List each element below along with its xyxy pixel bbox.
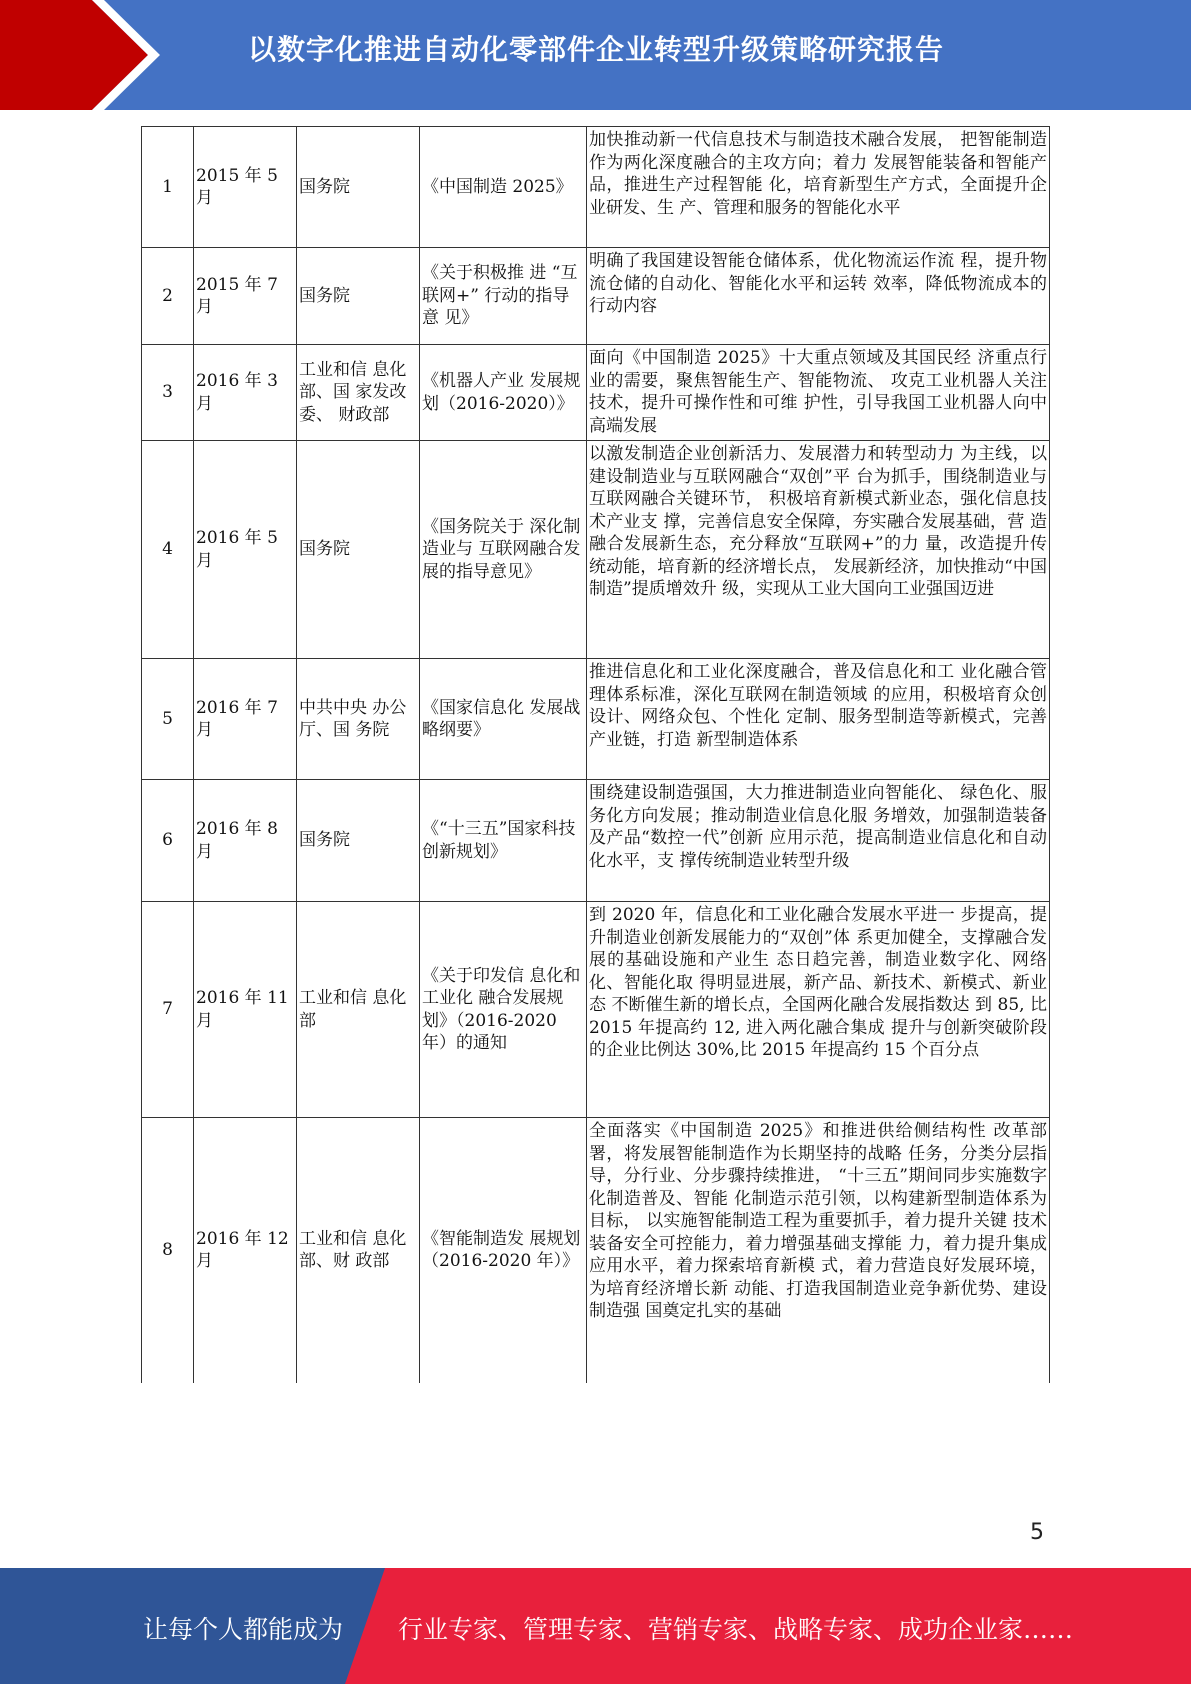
table-row (142, 659, 1050, 780)
row-date: 2015 年 7 月 (194, 248, 297, 345)
row-content: 面向《中国制造 2025》十大重点领域及其国民经 济重点行业的需要，聚焦智能生产、智能物流、 攻克工业机器人关注技术，提升可操作性和可维 护性，引导我国工业机器人向中高端发展 (587, 345, 1050, 441)
row-index: 6 (142, 780, 194, 902)
row-content: 明确了我国建设智能仓储体系，优化物流运作流 程，提升物流仓储的自动化、智能化水平和运转 效率，降低物流成本的行动内容 (587, 248, 1050, 345)
row-index: 5 (142, 659, 194, 780)
header-banner (0, 0, 1191, 110)
row-index: 7 (142, 902, 194, 1118)
row-content: 到 2020 年，信息化和工业化融合发展水平进一 步提高，提升制造业创新发展能力的“双创”体 系更加健全，支撑融合发展的基础设施和产业生 态日趋完善，制造业数字化、网络化、智能化取 得明显进展，新产品、新技术、新模式、新业态 不断催生新的增长点，全国两化融合发展指数达 到 85, 比 2015 年提高约 12, 进入两化融合集成 提升与创新突破阶段的企业比例达 30%,比 2015 年提高约 15 个百分点 (587, 902, 1050, 1118)
row-index: 2 (142, 248, 194, 345)
row-content: 加快推动新一代信息技术与制造技术融合发展， 把智能制造作为两化深度融合的主攻方向；着力 发展智能装备和智能产品，推进生产过程智能 化，培育新型生产方式，全面提升企业研发、生 产、管理和服务的智能化水平 (587, 127, 1050, 248)
footer-slogan-right: 行业专家、管理专家、营销专家、战略专家、成功企业家…… (398, 1615, 1074, 1644)
row-index: 8 (142, 1118, 194, 1383)
table-row (142, 248, 1050, 345)
row-document: 《国务院关于 深化制造业与 互联网融合发 展的指导意见》 (420, 441, 587, 659)
row-issuer: 国务院 (297, 248, 420, 345)
row-issuer: 国务院 (297, 127, 420, 248)
row-date: 2015 年 5 月 (194, 127, 297, 248)
row-date: 2016 年 8 月 (194, 780, 297, 902)
row-date: 2016 年 3 月 (194, 345, 297, 441)
row-date: 2016 年 12 月 (194, 1118, 297, 1383)
row-date: 2016 年 7 月 (194, 659, 297, 780)
table-row (142, 780, 1050, 902)
footer-slogan-left: 让每个人都能成为 (143, 1615, 344, 1644)
row-content: 以激发制造企业创新活力、发展潜力和转型动力 为主线，以建设制造业与互联网融合“双创”平 台为抓手，围绕制造业与互联网融合关键环节， 积极培育新模式新业态，强化信息技术产业支 撑，完善信息安全保障，夯实融合发展基础，营 造融合发展新生态，充分释放“互联网+”的力 量，改造提升传统动能，培育新的经济增长点， 发展新经济，加快推动“中国制造”提质增效升 级，实现从工业大国向工业强国迈进 (587, 441, 1050, 659)
row-issuer: 国务院 (297, 780, 420, 902)
footer-banner (0, 1568, 1191, 1684)
policy-table (141, 126, 1050, 1383)
row-document: 《机器人产业 发展规划（2016-2020）》 (420, 345, 587, 441)
page-number: 5 (1030, 1520, 1044, 1545)
row-date: 2016 年 11 月 (194, 902, 297, 1118)
row-index: 3 (142, 345, 194, 441)
row-index: 4 (142, 441, 194, 659)
row-document: 《智能制造发 展规划（2016-2020 年）》 (420, 1118, 587, 1383)
row-issuer: 工业和信 息化部、国 家发改委、 财政部 (297, 345, 420, 441)
row-content: 围绕建设制造强国，大力推进制造业向智能化、 绿色化、服务化方向发展；推动制造业信息化服 务增效，加强制造装备及产品“数控一代”创新 应用示范，提高制造业信息化和自动化水平，支 撑传统制造业转型升级 (587, 780, 1050, 902)
row-issuer: 工业和信 息化部 (297, 902, 420, 1118)
row-date: 2016 年 5 月 (194, 441, 297, 659)
row-issuer: 工业和信 息化部、财 政部 (297, 1118, 420, 1383)
row-document: 《中国制造 2025》 (420, 127, 587, 248)
table-row (142, 441, 1050, 659)
row-content: 推进信息化和工业化深度融合，普及信息化和工 业化融合管理体系标准，深化互联网在制造领域 的应用，积极培育众创设计、网络众包、个性化 定制、服务型制造等新模式，完善产业链，打造 新型制造体系 (587, 659, 1050, 780)
table-row (142, 1118, 1050, 1383)
table-row (142, 127, 1050, 248)
row-issuer: 国务院 (297, 441, 420, 659)
row-document: 《国家信息化 发展战略纲要》 (420, 659, 587, 780)
row-document: 《关于积极推 进 “互联网+” 行动的指导意 见》 (420, 248, 587, 345)
row-issuer: 中共中央 办公厅、国 务院 (297, 659, 420, 780)
row-content: 全面落实《中国制造 2025》和推进供给侧结构性 改革部署，将发展智能制造作为长期坚持的战略 任务，分类分层指导，分行业、分步骤持续推进， “十三五”期间同步实施数字化制造普及、智能 化制造示范引领，以构建新型制造体系为目标， 以实施智能制造工程为重要抓手，着力提升关键 技术装备安全可控能力，着力增强基础支撑能 力，着力提升集成应用水平，着力探索培育新模 式，着力营造良好发展环境，为培育经济增长新 动能、打造我国制造业竞争新优势、建设制造强 国奠定扎实的基础 (587, 1118, 1050, 1383)
table-row (142, 345, 1050, 441)
row-index: 1 (142, 127, 194, 248)
document-title: 以数字化推进自动化零部件企业转型升级策略研究报告 (248, 33, 945, 66)
row-document: 《关于印发信 息化和工业化 融合发展规划》（2016-2020 年）的通知 (420, 902, 587, 1118)
table-row (142, 902, 1050, 1118)
row-document: 《“十三五”国家科技创新规划》 (420, 780, 587, 902)
